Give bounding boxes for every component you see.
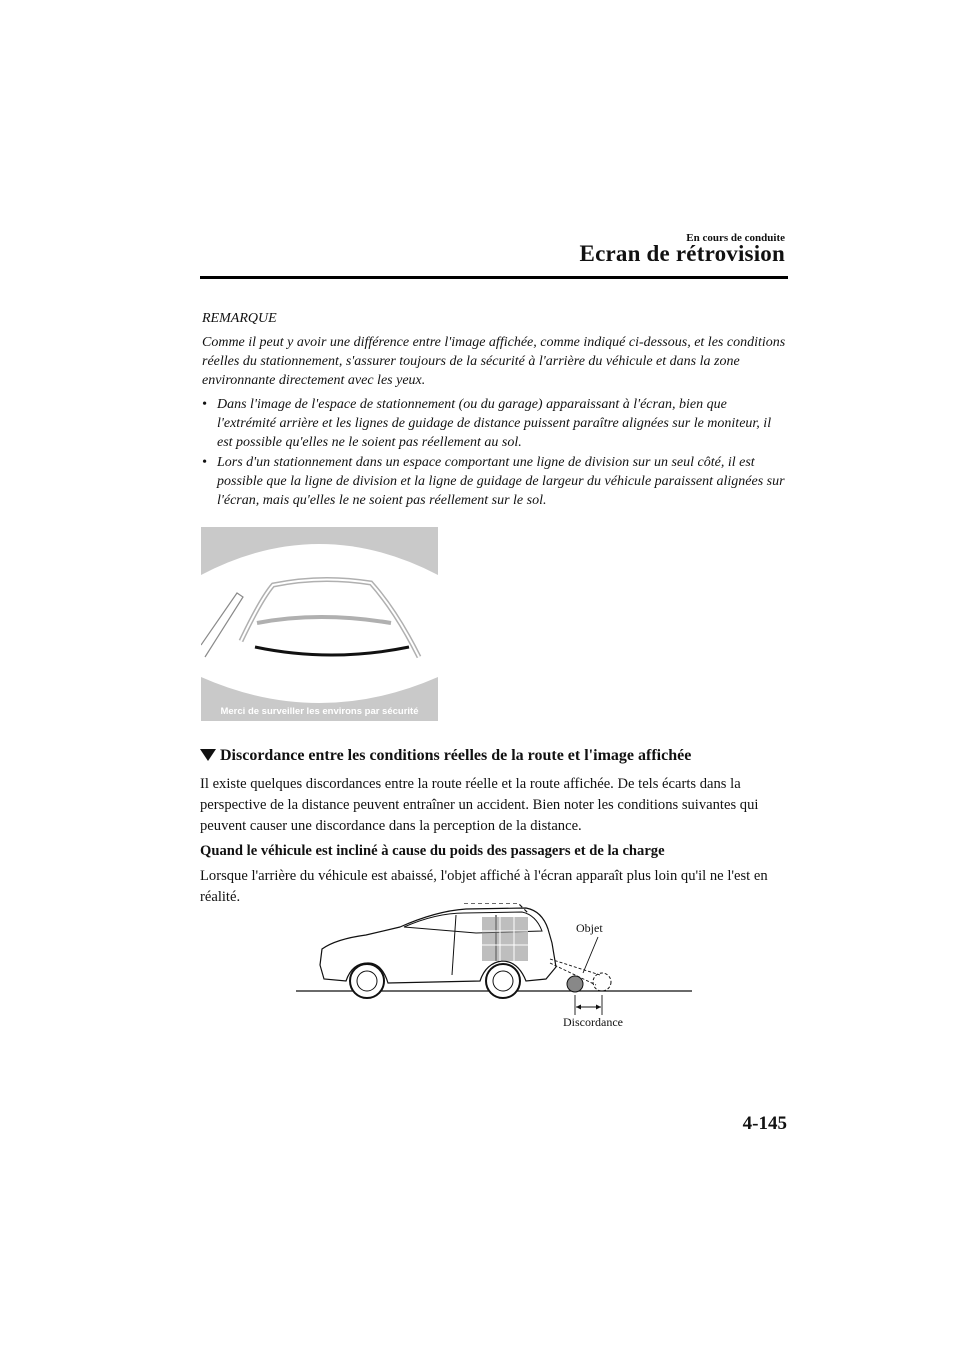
rear-camera-screen-illustration [201,527,438,721]
camera-warning-message: Merci de surveiller les environs par sécurité [220,706,419,717]
car-tilt-illustration [296,903,692,1043]
subsection-heading: Quand le véhicule est incliné à cause du poids des passagers et de la charge [200,843,665,859]
bullet-text: Lors d'un stationnement dans un espace comportant une ligne de division sur un seul côté, il est possible que la ligne de division et la ligne de guidage de largeur du véhicule paraissent alignées sur l'écran, mais qu'elles le ne soient pas réellement sur le sol. [217,455,785,508]
bullet-marker: • [202,455,207,470]
figure-label-object: Objet [576,921,603,935]
section-body: Il existe quelques discordances entre la route réelle et la route affichée. De tels écarts dans la perspective de la distance peuvent entraîner un accident. Bien noter les conditions suivantes qui peuvent causer une discordance dans la perception de la distance. [200,776,759,834]
page-title: Ecran de rétrovision [579,241,785,266]
list-item [202,453,787,510]
page-number: 4-145 [742,1113,787,1134]
section-heading-text: Discordance entre les conditions réelles de la route et l'image affichée [220,747,692,764]
figure-label-discordance: Discordance [563,1015,623,1029]
note-body: Comme il peut y avoir une différence entre l'image affichée, comme indiqué ci-dessous, et les conditions réelles du stationnement, s'assurer toujours de la sécurité à l'arrière du véhicule et dans la zone environnante directement avec les yeux. [202,335,786,388]
bullet-marker: • [202,397,207,412]
header-divider [200,276,788,279]
triangle-marker-icon [200,749,216,761]
chapter-label: En cours de conduite [686,232,785,244]
note-heading: REMARQUE [202,311,277,326]
section-heading [200,747,691,765]
subsection-body: Lorsque l'arrière du véhicule est abaissé, l'objet affiché à l'écran apparaît plus loin qu'il ne l'est en réalité. [200,868,768,905]
rear-camera-view-drawing [201,527,438,721]
list-item [202,395,787,452]
note-bullet-list [202,395,787,511]
bullet-text: Dans l'image de l'espace de stationnement (ou du garage) apparaissant à l'écran, bien que l'extrémité arrière et les lignes de guidage de distance puissent paraître alignées sur le moniteur, il est possible qu'elles ne le soient pas réellement au sol. [217,397,772,450]
